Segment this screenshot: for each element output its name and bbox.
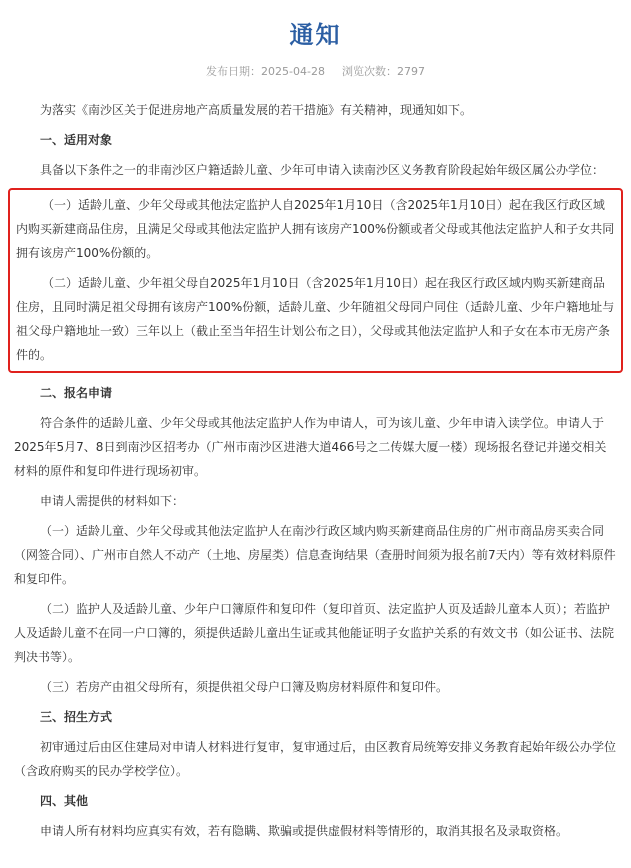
material-item-1: （一）适龄儿童、少年父母或其他法定监护人在南沙行政区域内购买新建商品住房的广州市商品房买卖合同（网签合同）、广州市自然人不动产（土地、房屋类）信息查询结果（查册时间须为报名前7天内）等有效材料原件和复印件。 (14, 524, 616, 586)
condition-item-2: （二）适龄儿童、少年祖父母自2025年1月10日（含2025年1月10日）起在我区行政区域内购买新建商品住房，且同时满足祖父母拥有该房产100%份额，适龄儿童、少年随祖父母同户同住（适龄儿童、少年户籍地址与祖父母户籍地址一致）三年以上（截止至当年招生计划公布之日），父母或其他法定监护人和子女在本市无房产条件的。 (16, 276, 615, 362)
view-count: 2797 (396, 65, 425, 78)
notice-body (14, 98, 617, 843)
intro-paragraph: 为落实《南沙区关于促进房地产高质量发展的若干措施》有关精神，现通知如下。 (40, 103, 473, 117)
enrollment-paragraph: 初审通过后由区住建局对申请人材料进行复审，复审通过后，由区教育局统筹安排义务教育起始年级公办学位（含政府购买的民办学校学位）。 (14, 740, 617, 778)
other-paragraph: 申请人所有材料均应真实有效，若有隐瞒、欺骗或提供虚假材料等情形的，取消其报名及录取资格。 (40, 824, 569, 838)
section-heading-other: 四、其他 (40, 794, 89, 808)
material-item-3: （三）若房产由祖父母所有，须提供祖父母户口簿及购房材料原件和复印件。 (40, 680, 449, 694)
application-paragraph: 符合条件的适龄儿童、少年父母或其他法定监护人作为申请人，可为该儿童、少年申请入读学位。申请人于2025年5月7、8日到南沙区招考办（广州市南沙区进港大道466号之二传媒大厦一楼）现场报名登记并递交相关材料的原件和复印件进行现场初审。 (14, 416, 607, 478)
publish-meta (14, 64, 617, 80)
highlighted-conditions-box (8, 188, 623, 373)
materials-lead: 申请人需提供的材料如下： (40, 494, 185, 508)
eligibility-lead: 具备以下条件之一的非南沙区户籍适龄儿童、少年可申请入读南沙区义务教育阶段起始年级区属公办学位： (40, 163, 605, 177)
publish-date: 2025-04-28 (261, 65, 325, 78)
section-heading-enrollment: 三、招生方式 (40, 710, 113, 724)
material-item-2: （二）监护人及适龄儿童、少年户口簿原件和复印件（复印首页、法定监护人页及适龄儿童本人页）；若监护人及适龄儿童不在同一户口簿的，须提供适龄儿童出生证或其他能证明子女监护关系的有效文书（如公证书、法院判决书等）。 (14, 602, 615, 664)
view-count-label: 浏览次数： (341, 65, 397, 78)
section-heading-application: 二、报名申请 (40, 386, 113, 400)
section-heading-eligibility: 一、适用对象 (40, 133, 113, 147)
publish-date-label: 发布日期： (206, 65, 262, 78)
condition-item-1: （一）适龄儿童、少年父母或其他法定监护人自2025年1月10日（含2025年1月10日）起在我区行政区域内购买新建商品住房，且满足父母或其他法定监护人拥有该房产100%份额或者父母或其他法定监护人和子女共同拥有该房产100%份额的。 (16, 198, 615, 260)
page-title: 通知 (289, 21, 342, 49)
